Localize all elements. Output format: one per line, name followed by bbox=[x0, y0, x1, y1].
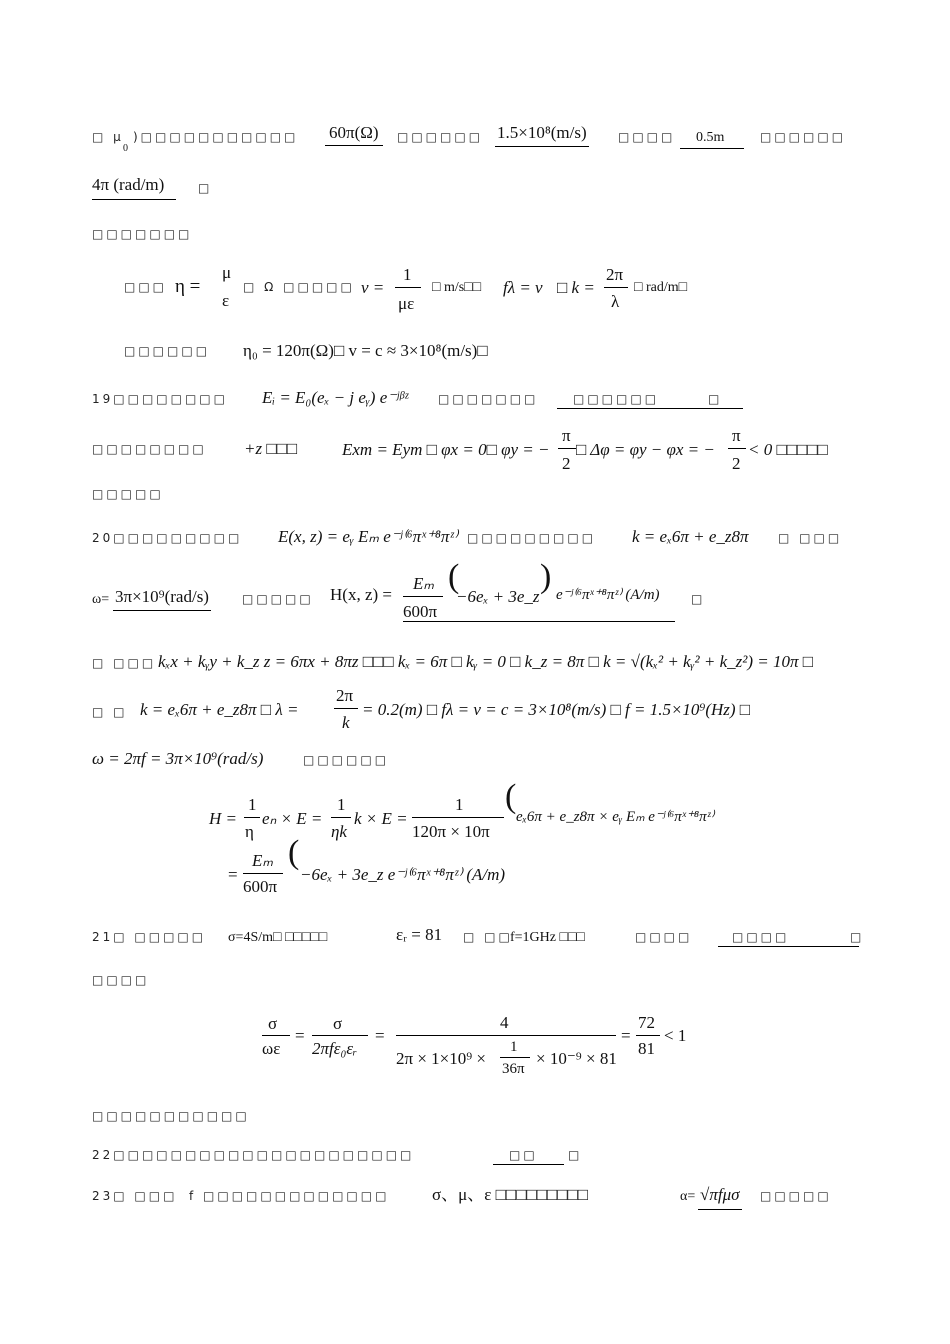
math: −6eₓ + 3e_z e⁻ʲ⁽⁶πˣ⁺⁸πᶻ⁾ (A/m) bbox=[300, 865, 506, 884]
math: 2πfε₀εᵣ bbox=[312, 1039, 358, 1058]
math: = bbox=[228, 865, 238, 884]
text: □ □□□ bbox=[778, 531, 843, 545]
math: λ bbox=[611, 292, 620, 311]
math: Eₘ bbox=[252, 851, 273, 870]
text: 20□□□□□□□□□ bbox=[92, 531, 243, 545]
text: □ Ω □□□□□ bbox=[243, 280, 355, 294]
fraction-line bbox=[604, 287, 628, 288]
math: σ bbox=[268, 1014, 278, 1033]
text: f □□□□□□□□□□□□□ bbox=[189, 1189, 390, 1203]
answer-blank: 1.5×10⁸(m/s) bbox=[495, 124, 589, 147]
math: 1 bbox=[337, 795, 346, 814]
math: e⁻ʲ⁽⁶πˣ⁺⁸πᶻ⁾ (A/m) bbox=[556, 587, 660, 603]
math: +z □□□ bbox=[244, 439, 298, 458]
math: με bbox=[398, 294, 415, 313]
math: < 1 bbox=[664, 1026, 687, 1045]
answer-blank: √πfμσ bbox=[698, 1186, 742, 1210]
math: 2π bbox=[336, 686, 354, 705]
math: ω = 2πf = 3π×10⁹(rad/s) bbox=[92, 749, 264, 768]
text: ω= bbox=[92, 592, 110, 607]
math: ηk bbox=[331, 822, 347, 841]
text: 23□ □□□ bbox=[92, 1189, 178, 1203]
math: H = bbox=[209, 809, 237, 828]
fraction-line bbox=[636, 1035, 660, 1036]
text: □□□□□□ bbox=[124, 344, 211, 358]
math: < 0 □□□□□ bbox=[748, 440, 828, 459]
text: □□□□□□ bbox=[760, 130, 847, 144]
math: 36π bbox=[502, 1061, 525, 1077]
fraction-line bbox=[395, 287, 421, 288]
text: □□□□□□□□□ bbox=[467, 531, 597, 545]
math: H(x, z) = bbox=[330, 585, 392, 604]
math: 2π × 1×10⁹ × bbox=[396, 1049, 487, 1068]
text: □ m/s□□ bbox=[432, 280, 482, 295]
math: −6eₓ + 3e_z bbox=[456, 587, 540, 606]
answer-blank: 3π×10⁹(rad/s) bbox=[113, 588, 211, 611]
math: ε bbox=[222, 291, 230, 310]
paren: ( bbox=[288, 834, 300, 871]
fraction-line bbox=[396, 1035, 616, 1036]
math: eₓ6π + e_z8π × eᵧ Eₘ e⁻ʲ⁽⁶πˣ⁺⁸πᶻ⁾ bbox=[516, 809, 714, 825]
text: □□□□□ bbox=[242, 592, 314, 606]
math: kₓx + kᵧy + k_z z = 6πx + 8πz □□□ kₓ = 6π □ kᵧ = 0 □ k_z = 8π □ k = √(kₓ² + kᵧ² + k_z²) = 10π □ bbox=[158, 652, 814, 671]
text: □ bbox=[708, 392, 723, 406]
text: □ rad/m□ bbox=[634, 280, 688, 295]
math: k = eₓ6π + e_z8π bbox=[632, 527, 749, 546]
math: Exm = Eym □ φx = 0□ φy = − bbox=[342, 440, 550, 459]
math: E(x, z) = eᵧ Eₘ e⁻ʲ⁽⁶πˣ⁺⁸πᶻ⁾ bbox=[278, 527, 458, 546]
math: × 10⁻⁹ × 81 bbox=[536, 1049, 617, 1068]
math: 1 bbox=[403, 265, 412, 284]
math: 1 bbox=[248, 795, 257, 814]
text: □□□□□□ bbox=[397, 130, 484, 144]
text: □ bbox=[691, 592, 706, 606]
math: σ、μ、ε □□□□□□□□□ bbox=[432, 1185, 589, 1204]
math: 2 bbox=[562, 454, 571, 473]
math: = bbox=[621, 1026, 631, 1045]
text: □□□□ bbox=[618, 130, 676, 144]
paren: ( bbox=[448, 558, 460, 595]
math: Eᵢ = E₀(eₓ − j eᵧ) e⁻ʲᵝᶻ bbox=[262, 388, 408, 407]
math: 600π bbox=[403, 602, 438, 621]
text: □□□□□□ bbox=[303, 753, 390, 767]
text: 21□ □□□□□ bbox=[92, 930, 207, 944]
text: □□□□□ bbox=[92, 487, 164, 501]
answer-blank: □□□□ bbox=[718, 931, 859, 947]
text: α= bbox=[680, 1189, 696, 1204]
fraction-line bbox=[244, 817, 260, 818]
fraction-line bbox=[334, 708, 358, 709]
text: )□□□□□□□□□□□ bbox=[133, 130, 299, 144]
text: □□□□□□□□□□□ bbox=[92, 1109, 250, 1123]
text: □□□□□□□□ bbox=[92, 442, 207, 456]
text: □ bbox=[850, 930, 865, 944]
math: □ k = bbox=[557, 278, 595, 297]
math: 2π bbox=[606, 265, 624, 284]
fraction-line bbox=[558, 448, 576, 449]
fraction-line bbox=[728, 448, 746, 449]
math: Eₘ bbox=[413, 574, 434, 593]
answer-blank: □□ bbox=[493, 1149, 564, 1165]
math: 600π bbox=[243, 877, 278, 896]
fraction-line bbox=[412, 817, 504, 818]
text: □ □ bbox=[92, 705, 128, 719]
math: 1 bbox=[510, 1039, 518, 1055]
math: 72 bbox=[638, 1013, 655, 1032]
text: f=1GHz □□□ bbox=[510, 930, 585, 945]
fraction-line bbox=[243, 873, 283, 874]
fraction-line bbox=[312, 1035, 368, 1036]
math: = bbox=[375, 1026, 385, 1045]
math: fλ = v bbox=[503, 278, 543, 297]
text: □ μ bbox=[92, 130, 124, 144]
math: σ bbox=[333, 1014, 343, 1033]
math: η₀ = 120π(Ω)□ v = c ≈ 3×10⁸(m/s)□ bbox=[243, 341, 488, 360]
text: □□□□□□□ bbox=[92, 227, 193, 241]
text: □□□ bbox=[124, 280, 168, 294]
math: □ Δφ = φy − φx = − bbox=[576, 440, 715, 459]
subscript: 0 bbox=[123, 143, 128, 154]
math: eₙ × E = bbox=[262, 809, 323, 828]
math: v = bbox=[361, 278, 385, 297]
math: η = bbox=[175, 276, 201, 297]
text: □ bbox=[568, 1148, 583, 1162]
text: □ □□ bbox=[463, 930, 513, 944]
math: εᵣ = 81 bbox=[396, 925, 443, 944]
math: 1 bbox=[455, 795, 464, 814]
fraction-line bbox=[500, 1057, 530, 1058]
answer-blank: 60π(Ω) bbox=[325, 124, 383, 146]
text: □ bbox=[198, 181, 213, 195]
math: k = eₓ6π + e_z8π □ λ = bbox=[140, 700, 299, 719]
text: 22□□□□□□□□□□□□□□□□□□□□□ bbox=[92, 1148, 415, 1162]
math: k bbox=[342, 713, 350, 732]
math: 120π × 10π bbox=[412, 822, 490, 841]
text: □□□□ bbox=[635, 930, 693, 944]
fraction-line bbox=[403, 596, 443, 597]
math: 2 bbox=[732, 454, 741, 473]
text: 19□□□□□□□□ bbox=[92, 392, 228, 406]
math: η bbox=[245, 822, 254, 841]
text: □□□□ bbox=[92, 973, 150, 987]
math: k × E = bbox=[354, 809, 408, 828]
text: □□□□□ bbox=[760, 1189, 832, 1203]
math: μ bbox=[222, 263, 232, 282]
math: 81 bbox=[638, 1039, 655, 1058]
answer-blank: □□□□□□ bbox=[557, 393, 743, 409]
answer-underline bbox=[403, 621, 675, 622]
text: □□□□□□□ bbox=[438, 392, 539, 406]
paren: ( bbox=[505, 778, 517, 815]
text: □ □□□ bbox=[92, 656, 157, 670]
math: 4 bbox=[500, 1013, 509, 1032]
math: π bbox=[732, 426, 741, 445]
text: σ=4S/m□ □□□□□ bbox=[228, 930, 328, 945]
math: ωε bbox=[262, 1039, 281, 1058]
math: π bbox=[562, 426, 571, 445]
fraction-line bbox=[262, 1035, 290, 1036]
math: = 0.2(m) □ fλ = v = c = 3×10⁸(m/s) □ f = 1.5×10⁹(Hz) □ bbox=[362, 700, 751, 719]
math: = bbox=[295, 1026, 305, 1045]
answer-blank: 0.5m bbox=[680, 131, 744, 149]
answer-blank: 4π (rad/m) bbox=[92, 176, 176, 200]
fraction-line bbox=[331, 817, 351, 818]
paren: ) bbox=[540, 558, 552, 595]
